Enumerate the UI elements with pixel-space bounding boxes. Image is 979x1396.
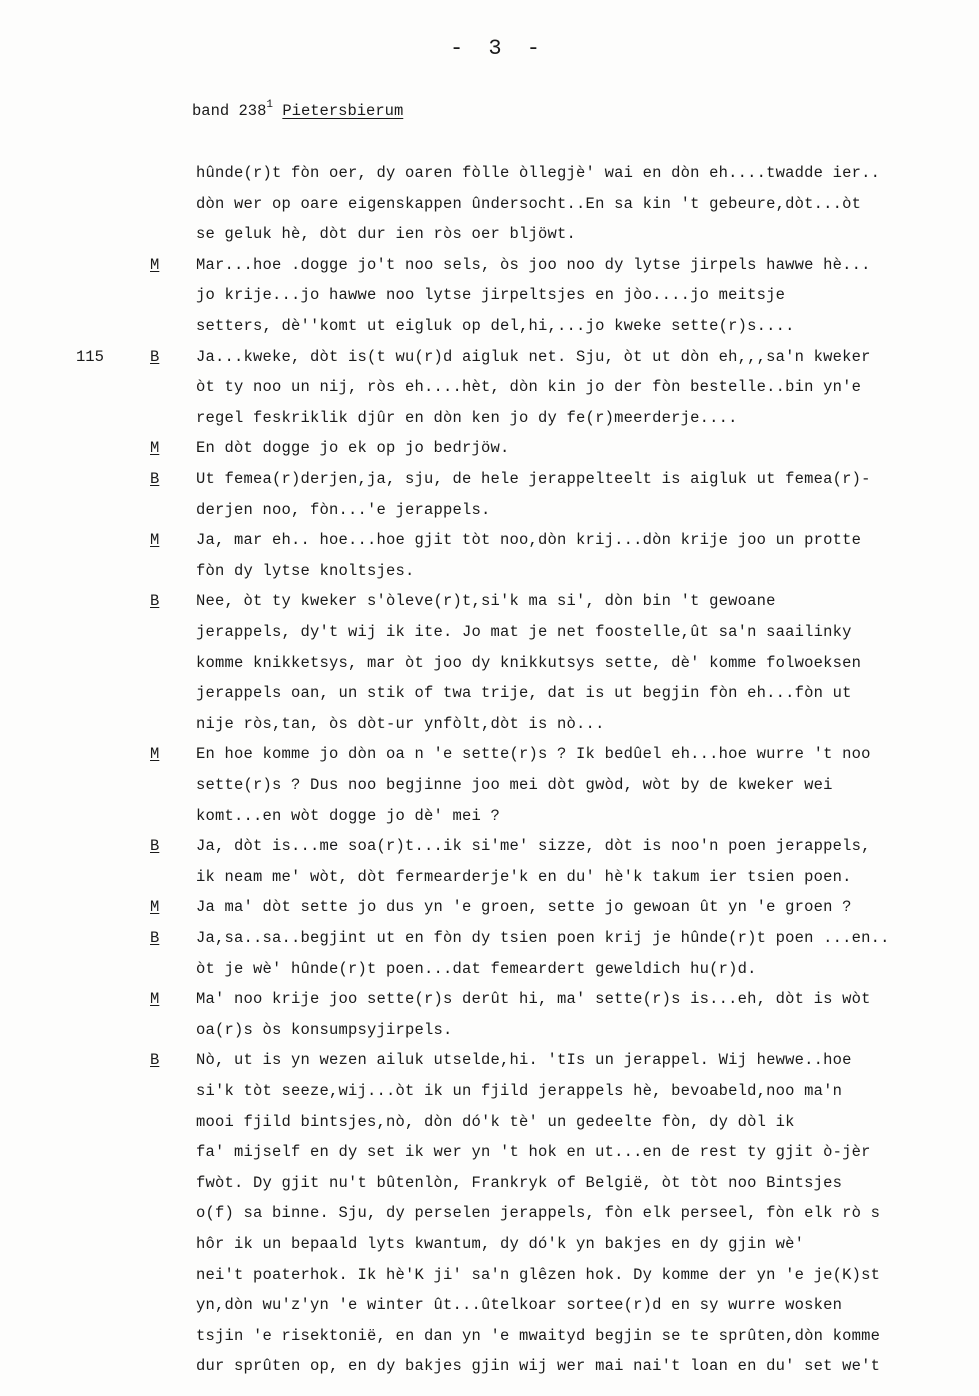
place-title: Pietersbierum [282,102,404,120]
transcript-line: En hoe komme jo dòn oa n 'e sette(r)s ? Ik bedûel eh...hoe wurre 't noo [196,745,871,764]
margin-number: 115 [76,347,104,366]
transcript-line: dur sprûten op, en dy bakjes gjin wij wer mai nai't loan en du' set we't [196,1357,881,1376]
transcript-line: fa' mijself en dy set ik wer yn 't hok en ut...en de rest ty gjit ò-jèr [196,1143,871,1162]
transcript-line: setters, dè''komt ut eigluk op del,hi,...jo kweke sette(r)s.... [196,317,795,335]
transcript-line: derjen noo, fòn...'e jerappels. [196,500,491,519]
document-header [192,99,404,120]
speaker-label: M [150,990,160,1009]
transcript-line: tsjin 'e risektonië, en dan yn 'e mwaityd begjin se te sprûten,dòn komme [196,1326,881,1345]
transcript-line: ik neam me' wòt, dòt fermearderje'k en du' hè'k takum ier tsien poen. [196,867,852,886]
transcript-line: nei't poaterhok. Ik hè'K ji' sa'n glêzen hok. Dy komme der yn 'e je(K)st [196,1265,881,1284]
speaker-label: M [150,745,160,764]
transcript-line: jerappels, dy't wij ik ite. Jo mat je net foostelle,ût sa'n saailinky [196,623,852,641]
transcript-line: jerappels oan, un stik of twa trije, dat is ut begjin fòn eh...fòn ut [196,684,852,703]
transcript-line: sette(r)s ? Dus noo begjinne joo mei dòt gwòd, wòt by de kweker wei [196,776,833,794]
transcript-line: fwòt. Dy gjit nu't bûtenlòn, Frankryk of België, òt tòt noo Bintsjes [196,1173,843,1192]
transcript-line: fòn dy lytse knoltsjes. [196,561,415,580]
transcript-line: nije ròs,tan, òs dòt-ur ynfòlt,dòt is nò... [196,714,605,733]
transcript-line: Ja ma' dòt sette jo dus yn 'e groen, sette jo gewoan ût yn 'e groen ? [196,898,852,917]
transcript-line: Ja, mar eh.. hoe...hoe gjit tòt noo,dòn krij...dòn krije joo un protte [196,531,862,550]
transcript-line: Ja...kweke, dòt is(t wu(r)d aigluk net. Sju, òt ut dòn eh,,,sa'n kweker [196,347,871,366]
band-label: band 238 [192,102,267,120]
transcript-line: jo krije...jo hawwe noo lytse jirpeltsjes en jòo....jo meitsje [196,286,786,305]
speaker-label: M [150,898,160,917]
speaker-label: B [150,347,160,366]
transcript-line: komme knikketsys, mar òt joo dy knikkutsys sette, dè' komme folwoeksen [196,653,862,672]
speaker-label: B [150,837,160,856]
transcript-line: òt je wè' hûnde(r)t poen...dat femeardert geweldich hu(r)d. [196,959,757,978]
transcript-line: mooi fjild bintsjes,nò, dòn dó'k tè' un gedeelte fòn, dy dòl ik [196,1112,795,1131]
transcript-line: regel feskriklik djûr en dòn ken jo dy fe(r)meerderje.... [196,408,738,427]
transcript-line: se geluk hè, dòt dur ien ròs oer bljöwt. [196,225,577,244]
transcript-line: si'k tòt seeze,wij...òt ik un fjild jerappels hè, bevoabeld,noo ma'n [196,1082,843,1100]
transcript-line: Ja,sa..sa..begjint ut en fòn dy tsien poen krij je hûnde(r)t poen ...en.. [196,929,890,947]
transcript-line: yn,dòn wu'z'yn 'e winter ût...ûtelkoar sortee(r)d en sy wurre wosken [196,1296,843,1315]
transcript-line: dòn wer op oare eigenskappen ûndersocht..En sa kin 't gebeure,dòt...òt [196,194,862,213]
speaker-label: B [150,470,160,488]
speaker-label: B [150,1051,160,1070]
transcript-line: o(f) sa binne. Sju, dy perselen jerappels, fòn elk perseel, fòn elk rò s [196,1204,881,1223]
transcript-line: oa(r)s òs konsumpsyjirpels. [196,1020,453,1039]
transcript-line: Mar...hoe .dogge jo't noo sels, òs joo noo dy lytse jirpels hawwe hè... [196,255,871,274]
transcript-line: Nee, òt ty kweker s'òleve(r)t,si'k ma si', dòn bin 't gewoane [196,592,776,611]
speaker-label: M [150,439,160,458]
band-mark: 1 [266,99,274,111]
speaker-label: M [150,255,160,274]
transcript-line: En dòt dogge jo ek op jo bedrjöw. [196,439,510,458]
transcript-line: Ja, dòt is...me soa(r)t...ik si'me' sizze, dòt is noo'n poen jerappels, [196,837,871,856]
transcript-line: Nò, ut is yn wezen ailuk utselde,hi. 'tIs un jerappel. Wij hewwe..hoe [196,1051,852,1070]
transcript-line: hûnde(r)t fòn oer, dy oaren fòlle òllegjè' wai en dòn eh....twadde ier.. [196,164,881,182]
speaker-label: B [150,929,160,947]
transcript-line: Ut femea(r)derjen,ja, sju, de hele jerappelteelt is aigluk ut femea(r)- [196,470,871,488]
speaker-label: B [150,592,160,611]
speaker-label: M [150,531,160,550]
transcript-line: òt ty noo un nij, ròs eh....hèt, dòn kin jo der fòn bestelle..bin yn'e [196,378,862,397]
transcript-line: komt...en wòt dogge jo dè' mei ? [196,806,501,825]
transcript-line: Ma' noo krije joo sette(r)s derût hi, ma' sette(r)s is...eh, dòt is wòt [196,990,871,1009]
page-number: - 3 - [450,36,547,61]
transcript-line: hôr ik un bepaald lyts kwantum, dy dó'k yn bakjes en dy gjin wè' [196,1235,805,1253]
